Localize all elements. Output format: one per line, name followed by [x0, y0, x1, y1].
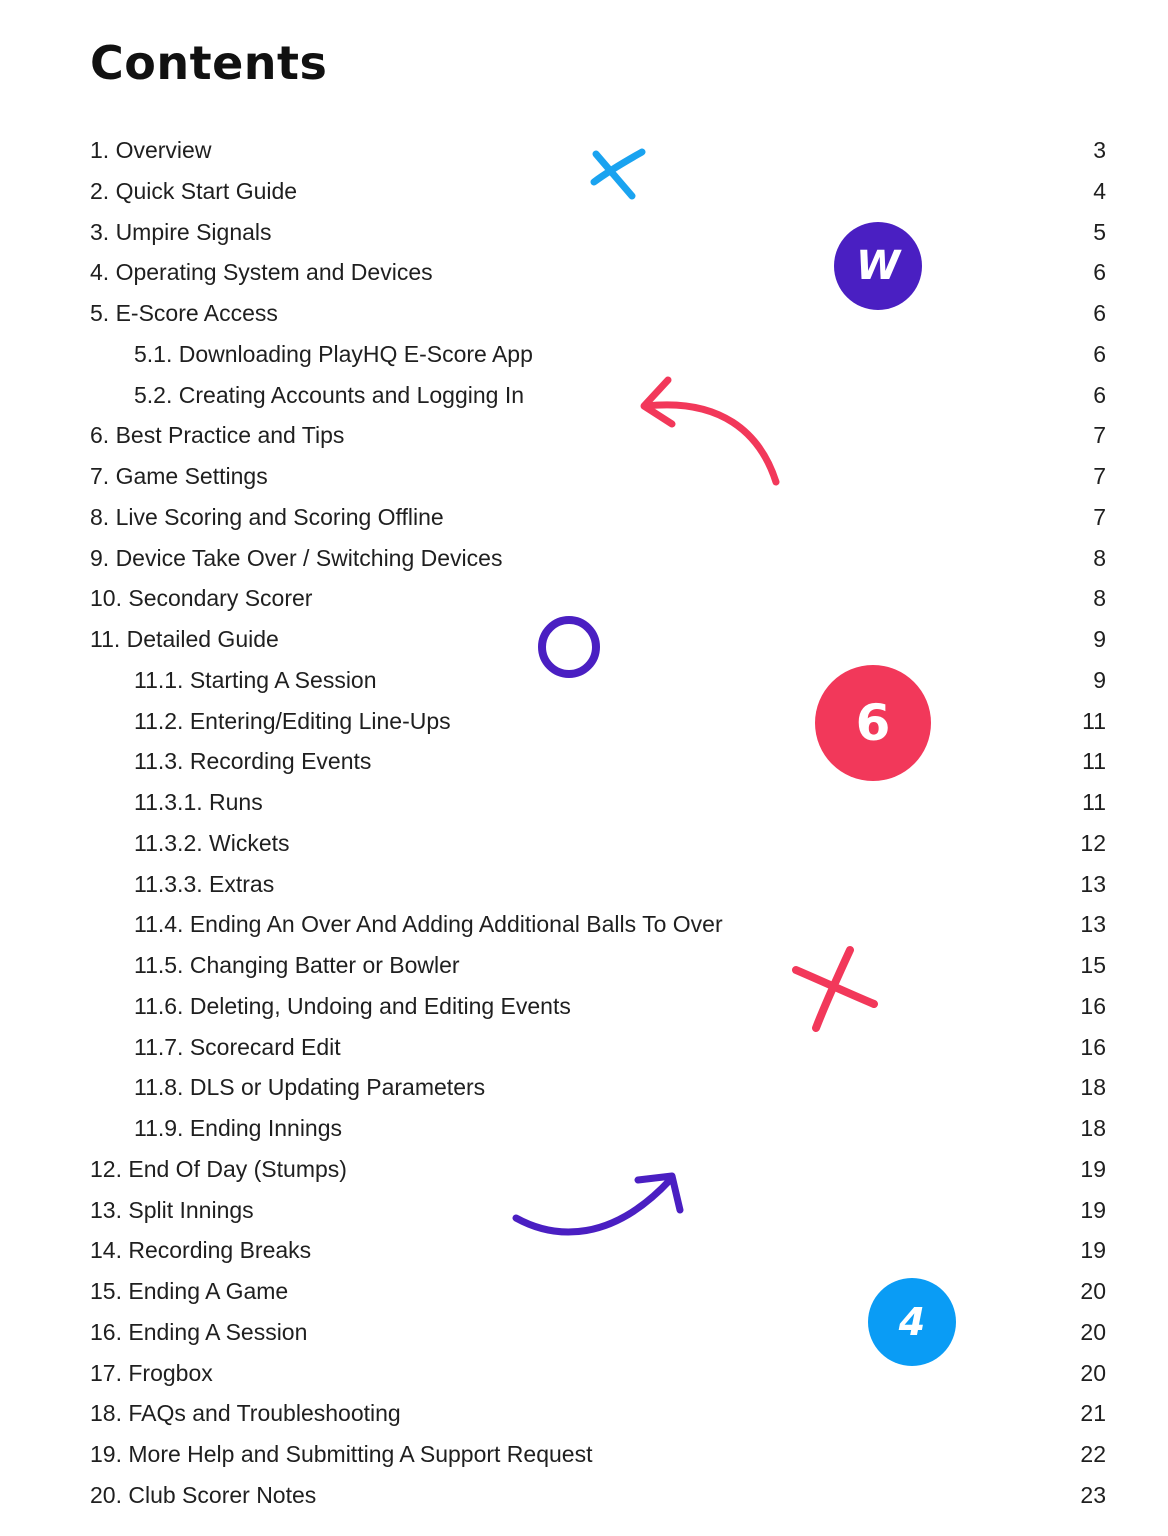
- toc-entry-label: 11.7. Scorecard Edit: [134, 1033, 341, 1060]
- toc-entry-label: 14. Recording Breaks: [90, 1237, 312, 1264]
- toc-entry-label: 6. Best Practice and Tips: [90, 422, 345, 449]
- toc-entry-label: 4. Operating System and Devices: [90, 259, 433, 286]
- toc-entry-page-number: 19: [1080, 1237, 1106, 1264]
- toc-entry[interactable]: [90, 500, 1106, 534]
- toc-entry[interactable]: [90, 215, 1106, 249]
- toc-entry-label: 11.5. Changing Batter or Bowler: [134, 952, 460, 978]
- toc-entry[interactable]: [134, 1111, 1106, 1145]
- toc-entry-page-number: 19: [1080, 1196, 1106, 1223]
- toc-entry-label: 3. Umpire Signals: [90, 218, 272, 245]
- toc-entry-label: 5.1. Downloading PlayHQ E-Score App: [134, 340, 533, 367]
- toc-entry-page-number: 9: [1093, 626, 1106, 652]
- toc-entry-label: 18. FAQs and Troubleshooting: [90, 1400, 401, 1427]
- six-badge-icon: [815, 665, 931, 781]
- toc-entry-label: 11.3. Recording Events: [134, 748, 372, 775]
- toc-entry-label: 11.3.3. Extras: [134, 870, 275, 897]
- toc-entry-page-number: 18: [1080, 1074, 1106, 1101]
- toc-entry-label: 11.2. Entering/Editing Line-Ups: [134, 707, 451, 734]
- toc-entry[interactable]: [134, 744, 1106, 778]
- toc-entry-page-number: 21: [1080, 1400, 1106, 1427]
- toc-entry-page-number: 3: [1093, 137, 1106, 163]
- toc-entry-label: 20. Club Scorer Notes: [90, 1481, 317, 1508]
- toc-entry-page-number: 13: [1080, 911, 1106, 938]
- toc-entry-label: 1. Overview: [90, 137, 212, 163]
- red-cross-icon: [788, 942, 884, 1038]
- toc-entry[interactable]: [134, 1070, 1106, 1104]
- toc-entry-label: 11.6. Deleting, Undoing and Editing Events: [134, 992, 571, 1019]
- circle-ring-icon: [534, 612, 604, 682]
- four-badge-icon: [868, 1278, 956, 1366]
- toc-entry-page-number: 5: [1093, 218, 1106, 245]
- toc-entry-label: 15. Ending A Game: [90, 1278, 289, 1304]
- toc-entry[interactable]: [90, 459, 1106, 493]
- toc-entry[interactable]: [134, 867, 1106, 901]
- toc-entry[interactable]: [90, 1396, 1106, 1430]
- toc-entry-label: 11.3.1. Runs: [134, 789, 263, 815]
- toc-entry[interactable]: [90, 296, 1106, 330]
- toc-entry-page-number: 19: [1080, 1155, 1106, 1182]
- toc-entry-label: 13. Split Innings: [90, 1196, 254, 1223]
- toc-entry-label: 11.4. Ending An Over And Adding Additional Balls To Over: [134, 911, 723, 938]
- toc-entry-page-number: 12: [1080, 829, 1106, 856]
- toc-entry-page-number: 7: [1093, 503, 1106, 530]
- toc-entry-label: 16. Ending A Session: [90, 1318, 308, 1345]
- toc-entry-page-number: 8: [1093, 544, 1106, 571]
- toc-entry-label: 9. Device Take Over / Switching Devices: [90, 544, 503, 571]
- curved-arrow-right-icon: [508, 1166, 688, 1246]
- toc-entry-label: 11.3.2. Wickets: [134, 829, 290, 856]
- toc-entry[interactable]: [134, 704, 1106, 738]
- six-badge-label: 6: [855, 694, 891, 752]
- toc-entry-label: 17. Frogbox: [90, 1359, 213, 1386]
- toc-entry-page-number: 6: [1093, 259, 1106, 286]
- toc-entry-label: 11.1. Starting A Session: [134, 666, 377, 693]
- toc-entry[interactable]: [134, 1030, 1106, 1064]
- page-title: Contents: [90, 36, 328, 90]
- wicket-badge-icon: [834, 222, 922, 310]
- toc-entry[interactable]: [134, 826, 1106, 860]
- toc-entry-page-number: 4: [1093, 177, 1106, 204]
- toc-entry-page-number: 9: [1093, 666, 1106, 693]
- toc-entry[interactable]: [134, 785, 1106, 819]
- toc-entry-label: 10. Secondary Scorer: [90, 585, 313, 612]
- toc-entry-page-number: 6: [1093, 381, 1106, 408]
- toc-entry[interactable]: [90, 1437, 1106, 1471]
- four-badge-label: 4: [898, 1300, 926, 1344]
- toc-entry-page-number: 11: [1082, 789, 1106, 815]
- toc-entry-page-number: 11: [1082, 748, 1106, 775]
- toc-entry[interactable]: [90, 1274, 1106, 1308]
- toc-entry-label: 8. Live Scoring and Scoring Offline: [90, 503, 444, 530]
- toc-entry-label: 5.2. Creating Accounts and Logging In: [134, 381, 525, 408]
- toc-entry-page-number: 8: [1093, 585, 1106, 612]
- toc-entry-label: 12. End Of Day (Stumps): [90, 1155, 347, 1182]
- toc-entry[interactable]: [90, 581, 1106, 615]
- toc-entry-label: 11. Detailed Guide: [90, 626, 279, 652]
- curved-arrow-left-icon: [632, 370, 788, 492]
- toc-entry[interactable]: [90, 541, 1106, 575]
- toc-entry-page-number: 15: [1080, 952, 1106, 978]
- toc-entry[interactable]: [90, 1356, 1106, 1390]
- toc-entry[interactable]: [134, 907, 1106, 941]
- toc-entry-label: 19. More Help and Submitting A Support Request: [90, 1441, 593, 1467]
- toc-entry-page-number: 7: [1093, 422, 1106, 449]
- toc-entry-label: 2. Quick Start Guide: [90, 177, 298, 204]
- toc-entry-label: 11.9. Ending Innings: [134, 1115, 343, 1141]
- toc-entry[interactable]: [134, 337, 1106, 371]
- toc-entry[interactable]: [90, 1478, 1106, 1512]
- toc-entry[interactable]: [134, 663, 1106, 697]
- toc-entry-page-number: 16: [1080, 992, 1106, 1019]
- wicket-badge-label: W: [855, 243, 901, 289]
- toc-entry-page-number: 13: [1080, 870, 1106, 897]
- toc-entry-page-number: 6: [1093, 340, 1106, 367]
- toc-entry[interactable]: [90, 255, 1106, 289]
- toc-entry-page-number: 22: [1080, 1441, 1106, 1467]
- blue-cross-icon: [588, 142, 652, 204]
- toc-entry-page-number: 23: [1080, 1481, 1106, 1508]
- toc-entry[interactable]: [90, 418, 1106, 452]
- toc-entry-label: 11.8. DLS or Updating Parameters: [134, 1074, 486, 1101]
- toc-entry-page-number: 16: [1080, 1033, 1106, 1060]
- toc-entry-page-number: 20: [1080, 1278, 1106, 1304]
- toc-entry[interactable]: [134, 378, 1106, 412]
- toc-entry-page-number: 6: [1093, 300, 1106, 326]
- toc-entry[interactable]: [134, 948, 1106, 982]
- toc-entry-page-number: 20: [1080, 1359, 1106, 1386]
- toc-entry-page-number: 7: [1093, 463, 1106, 489]
- toc-entry-page-number: 18: [1080, 1115, 1106, 1141]
- toc-entry-label: 7. Game Settings: [90, 463, 268, 489]
- toc-entry-page-number: 20: [1080, 1318, 1106, 1345]
- toc-entry[interactable]: [134, 989, 1106, 1023]
- toc-entry-page-number: 11: [1082, 707, 1106, 734]
- toc-entry-label: 5. E-Score Access: [90, 300, 278, 326]
